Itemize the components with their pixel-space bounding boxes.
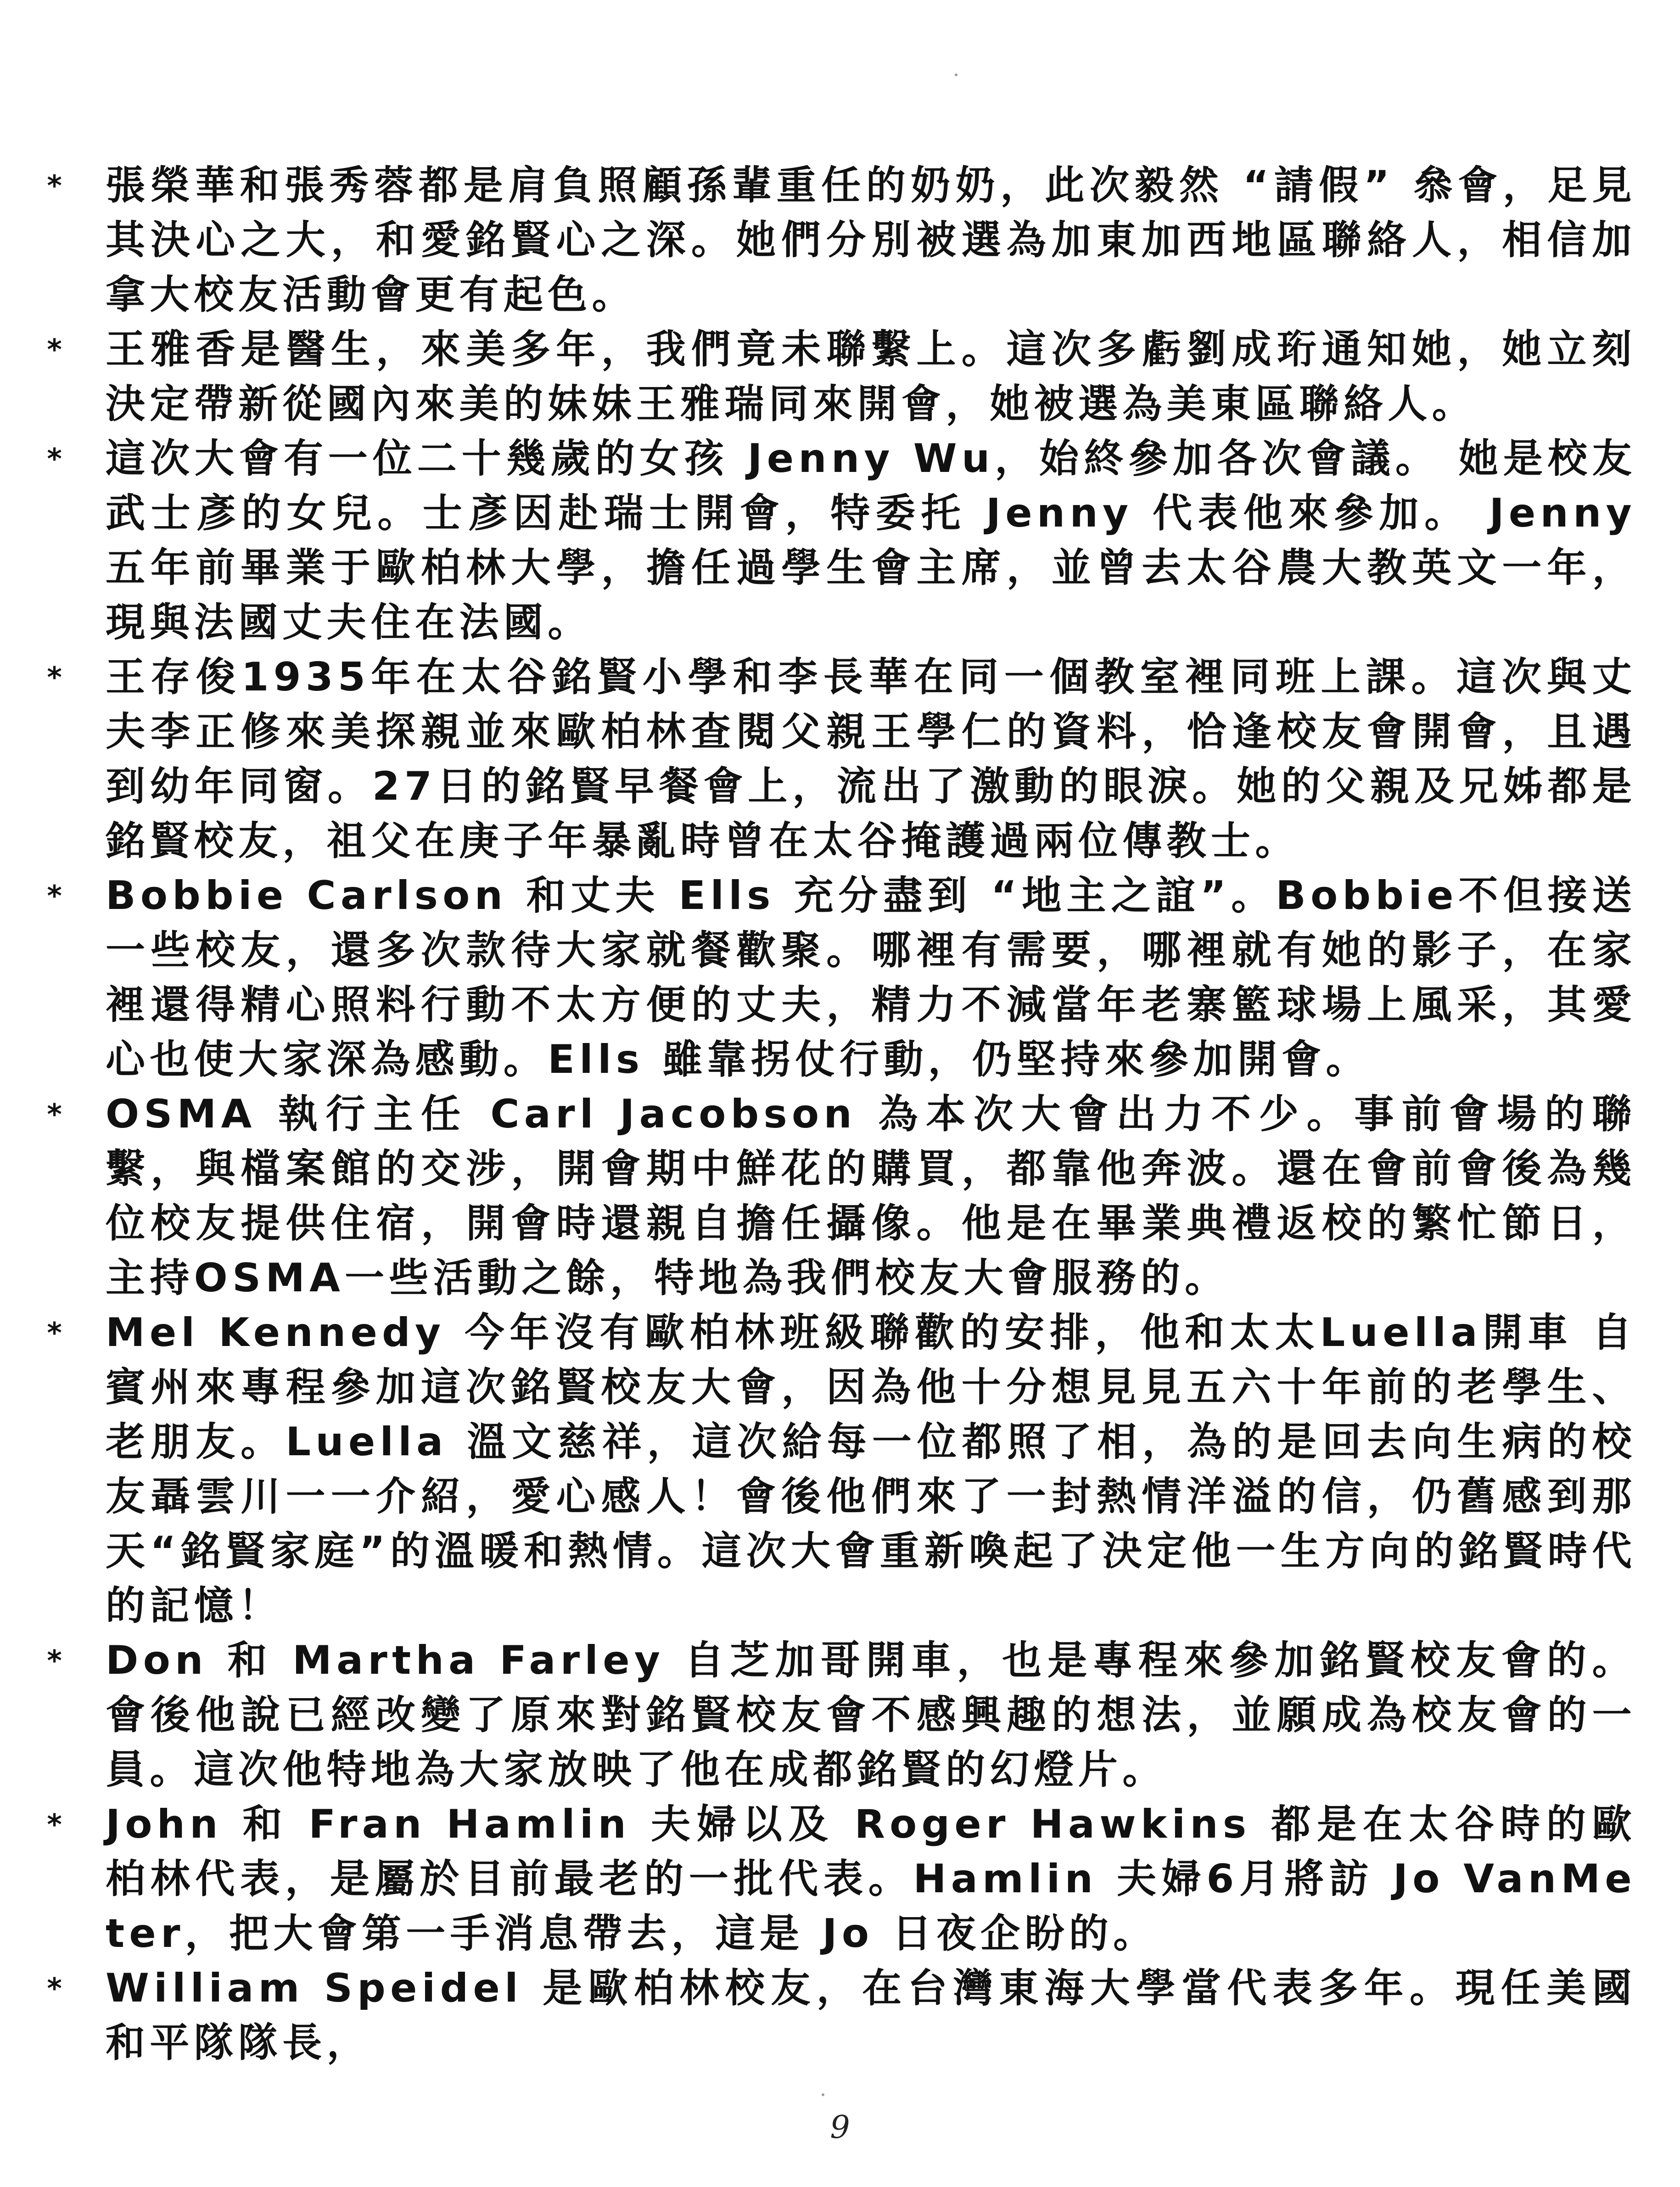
list-item-text: Bobbie Carlson 和丈夫 Ells 充分盡到 “地主之誼”。Bobbie不但接送一些校友，還多次款待大家就餐歡聚。哪裡有需要，哪裡就有她的影子，在家裡還得精心照料行動不太方便的丈夫，精力不減當年老寨籃球場上風采，其愛心也使大家深為感動。Ells 雖靠拐仗行動，仍堅持來參加開會。 [106, 873, 1636, 1082]
list-item-text: Don 和 Martha Farley 自芝加哥開車，也是專程來參加銘賢校友會的。會後他說已經改變了原來對銘賢校友會不感興趣的想法，並願成為校友會的一員。這次他特地為大家放映了他在成都銘賢的幻燈片。 [106, 1637, 1636, 1793]
list-item-text: 王存俊1935年在太谷銘賢小學和李長華在同一個教室裡同班上課。這次與丈夫李正修來美探親並來歐柏林查閱父親王學仁的資料，恰逢校友會開會，且遇到幼年同窗。27日的銘賢早餐會上，流出了激動的眼淚。她的父親及兄姊都是銘賢校友，祖父在庚子年暴亂時曾在太谷掩護過兩位傳教士。 [106, 654, 1636, 864]
list-item [0, 1961, 1680, 2070]
asterisk-bullet-icon: * [46, 169, 63, 202]
list-item [0, 158, 1680, 322]
scan-speck [822, 2093, 824, 2096]
list-item-text: John 和 Fran Hamlin 夫婦以及 Roger Hawkins 都是在太谷時的歐柏林代表，是屬於目前最老的一批代表。Hamlin 夫婦6月將訪 Jo VanMeter，把大會第一手消息帶去，這是 Jo 日夜企盼的。 [106, 1801, 1636, 1957]
list-item [0, 1633, 1680, 1797]
list-item-text: William Speidel 是歐柏林校友，在台灣東海大學當代表多年。現任美國和平隊隊長， [106, 1965, 1636, 2066]
asterisk-bullet-icon: * [46, 1808, 63, 1841]
bullet-list [0, 158, 1680, 2070]
list-item-text: 王雅香是醫生，來美多年，我們竟未聯繫上。這次多虧劉成珩通知她，她立刻決定帶新從國內來美的妹妹王雅瑞同來開會，她被選為美東區聯絡人。 [106, 326, 1636, 427]
list-item [0, 869, 1680, 1087]
list-item-text: Mel Kennedy 今年沒有歐柏林班級聯歡的安排，他和太太Luella開車 自賓州來專程參加這次銘賢校友大會，因為他十分想見見五六十年前的老學生、老朋友。Luella 溫文慈祥，這次給每一位都照了相，為的是回去向生病的校友聶雲川一一介紹，愛心感人！會後他們來了一封熱情洋溢的信，仍舊感到那天“銘賢家庭”的溫暖和熱情。這次大會重新喚起了決定他一生方向的銘賢時代的記憶！ [106, 1310, 1636, 1629]
asterisk-bullet-icon: * [46, 661, 63, 694]
scan-speck [955, 73, 958, 76]
asterisk-bullet-icon: * [46, 879, 63, 913]
asterisk-bullet-icon: * [46, 1972, 63, 2005]
asterisk-bullet-icon: * [46, 1316, 63, 1350]
asterisk-bullet-icon: * [46, 442, 63, 476]
asterisk-bullet-icon: * [46, 1098, 63, 1131]
list-item [0, 1087, 1680, 1306]
page-number: 9 [830, 2109, 850, 2146]
list-item-text: 張榮華和張秀蓉都是肩負照顧孫輩重任的奶奶，此次毅然 “請假” 叅會，足見其決心之大，和愛銘賢心之深。她們分別被選為加東加西地區聯絡人，相信加拿大校友活動會更有起色。 [106, 163, 1636, 318]
list-item [0, 432, 1680, 650]
list-item [0, 1797, 1680, 1961]
list-item [0, 322, 1680, 432]
list-item [0, 650, 1680, 869]
list-item [0, 1306, 1680, 1633]
asterisk-bullet-icon: * [46, 1644, 63, 1677]
list-item-text: 這次大會有一位二十幾歲的女孩 Jenny Wu，始終參加各次會議。 她是校友武士彥的女兒。士彥因赴瑞士開會，特委托 Jenny 代表他來參加。 Jenny 五年前畢業于歐柏林大學，擔任過學生會主席，並曾去太谷農大教英文一年，現與法國丈夫住在法國。 [106, 436, 1636, 645]
asterisk-bullet-icon: * [46, 333, 63, 366]
list-item-text: OSMA 執行主任 Carl Jacobson 為本次大會出力不少。事前會場的聯繫，與檔案館的交涉，開會期中鮮花的購買，都靠他奔波。還在會前會後為幾位校友提供住宿，開會時還親自擔任攝像。他是在畢業典禮返校的繁忙節日，主持OSMA一些活動之餘，特地為我們校友大會服務的。 [106, 1091, 1636, 1301]
